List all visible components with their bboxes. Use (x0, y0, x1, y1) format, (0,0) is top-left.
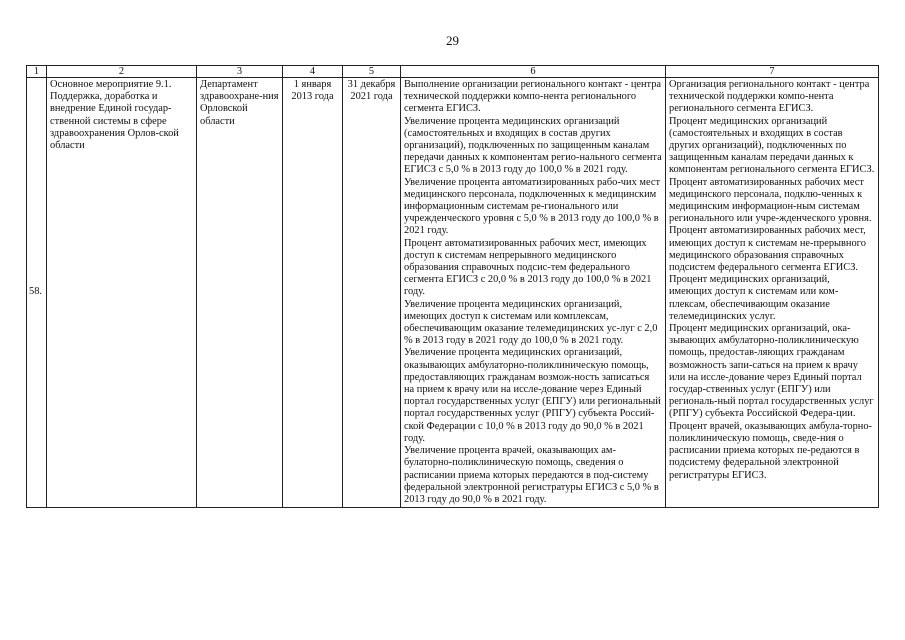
indicator-paragraph: Процент автоматизированных рабочих мест, имеющих доступ к системам не-прерывного медицинского образования справочных подсистем федерального сегмента ЕГИСЗ. (669, 225, 866, 274)
executor: Департамент здравоохране-ния Орловской области (197, 78, 283, 508)
result-paragraph: Увеличение процента медицинских организаций (самостоятельных и входящих в состав других организаций), подключенных по защищенным каналам передачи данных к компонентам регио-нального сегмента ЕГИСЗ с 5,0 % в 2013 году до 100,0 % в 2021 году. (404, 115, 662, 176)
result-paragraph: Увеличение процента врачей, оказывающих ам-булаторно-поликлиническую помощь, сведения о расписании приема которых передаются в под-систему федеральной электронной регистратуры ЕГИСЗ с 5,0 % в 2013 году до 90,0 % в 2021 году. (404, 445, 659, 505)
column-number-row (27, 66, 879, 78)
indicators (666, 78, 879, 508)
result-paragraph: Увеличение процента медицинских организаций, имеющих доступ к системам или комплексам, обеспечивающим оказание телемедицинских ус-луг с 2,0 % в 2013 году в 2021 году до 100,0 % в 2021 году. (404, 298, 658, 347)
indicator-paragraph: Процент медицинских организаций, ока-зывающих амбулаторно-поликлиническую помощь, предостав-ляющих гражданам возможность запи-саться на прием к врачу или на иссле-дование через Единый портал государ-ственных услуг (ЕПГУ) или региональ-ный портал государственных услуг (РПГУ) субъекта Российской Федера-ции. (669, 323, 874, 420)
result-paragraph: Процент автоматизированных рабочих мест, имеющих доступ к системам непрерывного медицинского образования справочных подсис-тем федерального сегмента ЕГИСЗ с 20,0 % в 2013 году до 100,0 % в 2021 году. (404, 237, 652, 298)
indicator-paragraph: Организация регионального контакт - центра технической поддержки компо-нента регионального сегмента ЕГИСЗ. (669, 79, 870, 115)
column-header: 7 (666, 66, 879, 78)
column-header: 2 (47, 66, 197, 78)
indicator-paragraph: Процент медицинских организаций, имеющих доступ к системам или ком-плексам, обеспечивающим оказание телемедицинских услуг. (669, 274, 839, 322)
column-header: 5 (343, 66, 401, 78)
start-date: 1 января 2013 года (283, 78, 343, 508)
end-date: 31 декабря 2021 года (343, 78, 401, 508)
result-paragraph: Увеличение процента медицинских организаций, оказывающих амбулаторно-поликлиническую помощь, предоставляющих гражданам возмож-ность записаться на прием к врачу или на иссле-дование через Единый портал государственных услуг (ЕПГУ) или региональный портал государственных услуг (РПГУ) субъекта Россий-ской Федерации с 10,0 % в 2013 году до 90,0 % в 2021 году. (404, 347, 661, 444)
result-paragraph: Выполнение организации регионального контакт - центра технической поддержки компо-нента регионального сегмента ЕГИСЗ. (404, 79, 662, 115)
result-paragraph: Увеличение процента автоматизированных рабо-чих мест медицинского персонала, подключенных к медицинским информационным системам ре-гионального или учрежденческого уровня с 5,0 % в 2013 году до 100,0 % в 2021 году. (404, 176, 660, 237)
indicator-paragraph: Процент автоматизированных рабочих мест медицинского персонала, подклю-ченных к медицинским информацион-ным системам регионального или учре-жденческого уровня. (669, 176, 872, 225)
column-header: 1 (27, 66, 47, 78)
page-number: 29 (446, 33, 459, 48)
indicator-paragraph: Процент врачей, оказывающих амбула-торно-поликлиническую помощь, сведе-ния о расписании приема которых пе-редаются в подсистему федеральной электронной регистратуры ЕГИСЗ. (669, 420, 873, 481)
column-header: 6 (401, 66, 666, 78)
column-header: 3 (197, 66, 283, 78)
activity-table (26, 65, 879, 508)
activity-name: Основное мероприятие 9.1. Поддержка, доработка и внедрение Единой государ-ственной системы в сфере здравоохранения Орлов-ской области (47, 78, 197, 508)
table-row (27, 78, 879, 508)
row-number: 58. (27, 78, 47, 508)
expected-results (401, 78, 666, 508)
column-header: 4 (283, 66, 343, 78)
indicator-paragraph: Процент медицинских организаций (самостоятельных и входящих в состав других организаций), подключенных по защищенным каналам передачи данных к компонентам регионального сегмента ЕГИСЗ. (669, 115, 875, 176)
